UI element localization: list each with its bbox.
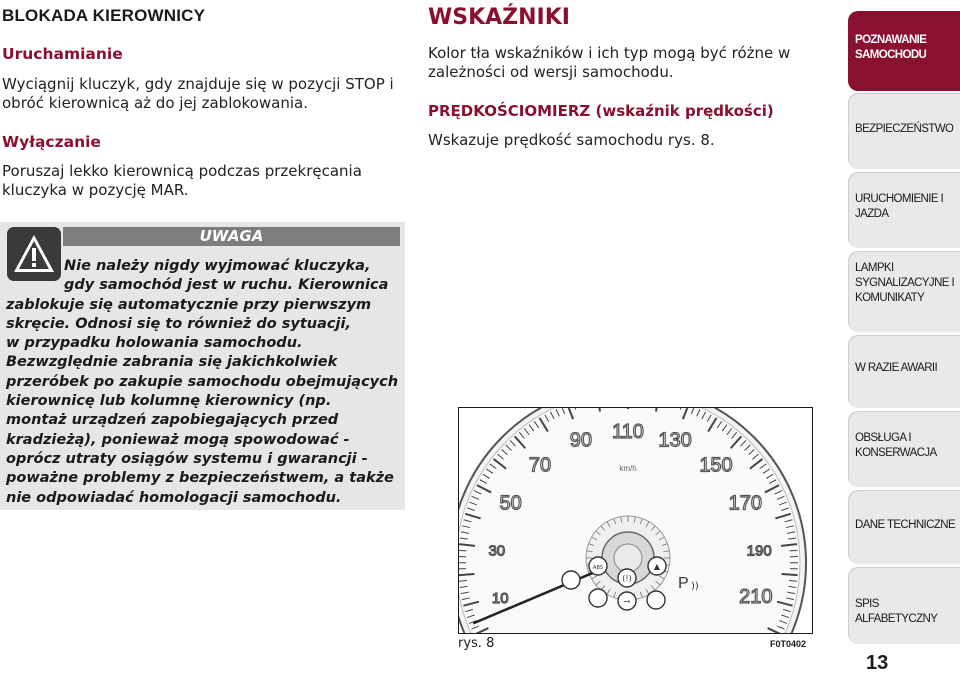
park-assist-letter: P — [678, 575, 689, 592]
tab-label: DANE TECHNICZNE — [855, 519, 956, 531]
speedometer-text: Wskazuje prędkość samochodu rys. 8. — [428, 131, 715, 149]
start-paragraph — [2, 75, 394, 113]
scale-label: 110 — [612, 421, 644, 443]
brake-pad-icon — [562, 571, 580, 589]
needle-hub-inner — [614, 544, 642, 572]
tab-label: URUCHOMIENIE I JAZDA — [855, 193, 944, 220]
off-line-1: Poruszaj lekko kierownicą podczas przekręcania — [2, 162, 362, 180]
tab-label: W RAZIE AWARII — [855, 362, 938, 374]
warning-label-bar: UWAGA — [63, 227, 400, 246]
scale-tick — [459, 574, 474, 575]
immobilizer-key-icon-glyph: ⊸ — [623, 597, 631, 606]
warning-line-12: poważne problemy z bezpieczeństwem, a także — [6, 470, 394, 487]
start-line-2: obróć kierownicą aż do jej zablokowania. — [2, 94, 308, 112]
tab-lampki-sygnalizacyjne[interactable] — [848, 251, 960, 332]
brake-warning-icon-glyph: (!) — [622, 574, 632, 583]
warning-line-11: oprócz utraty osiągów systemu i gwarancji - — [6, 450, 368, 467]
tab-label: OBSŁUGA I KONSERWACJA — [855, 432, 937, 459]
scale-label: 70 — [528, 454, 552, 477]
scale-label: 90 — [569, 429, 593, 452]
speedometer-figure — [458, 407, 813, 634]
unit-label: km/h — [619, 464, 637, 473]
speedometer-gauge — [459, 408, 812, 633]
warning-line-1: Nie należy nigdy wyjmować kluczyka, — [64, 258, 371, 274]
scale-tick — [459, 550, 466, 551]
page-number: 13 — [866, 652, 889, 674]
warning-text — [6, 257, 404, 508]
warning-line-3: zablokuje się automatycznie przy pierwszym — [6, 296, 372, 313]
page-title: WSKAŹNIKI — [428, 5, 570, 30]
intro-line-2: zależności od wersji samochodu. — [428, 63, 674, 81]
section-title: BLOKADA KIEROWNICY — [2, 6, 206, 25]
airbag-icon — [589, 589, 607, 607]
tab-label: LAMPKI SYGNALIZACYJNE I KOMUNIKATY — [855, 262, 955, 304]
door-open-icon — [647, 591, 665, 609]
tab-spis-alfabetyczny[interactable] — [848, 567, 960, 644]
speedometer-heading: PRĘDKOŚCIOMIERZ (wskaźnik prędkości) — [428, 102, 774, 120]
warning-line-7: przeróbek po zakupie samochodu obejmujących — [6, 373, 399, 390]
scale-label: 210 — [739, 586, 773, 609]
warning-line-13: nie odpowiadać homologacji samochodu. — [6, 489, 342, 506]
scale-label: 130 — [658, 429, 692, 452]
warning-line-8: kierownicę lub kolumnę kierownicy (np. — [6, 393, 332, 410]
off-line-2: kluczyka w pozycję MAR. — [2, 181, 189, 199]
start-line-1: Wyciągnij kluczyk, gdy znajduje się w pozycji STOP i — [2, 75, 394, 93]
warning-line-9: montaż urządzeń zapobiegających przed — [6, 412, 339, 429]
warning-box — [0, 222, 405, 510]
scale-label: 30 — [488, 542, 506, 560]
tab-label: BEZPIECZEŃSTWO — [855, 123, 954, 135]
figure-caption: rys. 8 — [458, 636, 495, 651]
hazard-triangle-icon-glyph: ▲ — [653, 562, 661, 571]
tab-obsluga-i-konserwacja[interactable] — [848, 411, 960, 487]
tab-uruchomienie-i-jazda[interactable] — [848, 172, 960, 248]
park-assist-waves: )) — [691, 581, 699, 592]
tab-label: SPIS ALFABETYCZNY — [855, 598, 938, 625]
tab-dane-techniczne[interactable] — [848, 490, 960, 564]
start-heading: Uruchamianie — [2, 45, 123, 63]
scale-label: 10 — [491, 590, 509, 608]
tab-label: POZNAWANIE SAMOCHODU — [855, 34, 927, 61]
warning-line-6: Bezwzględnie zabrania się jakichkolwiek — [6, 354, 338, 371]
warning-line-10: kradzieżą), ponieważ mogą spowodować - — [6, 431, 350, 448]
scale-tick — [782, 574, 798, 575]
warning-line-5: w przypadku holowania samochodu. — [6, 335, 303, 352]
warning-line-2: gdy samochód jest w ruchu. Kierownica — [64, 277, 389, 294]
scale-label: 50 — [499, 492, 522, 515]
tab-bezpieczenstwo[interactable] — [848, 93, 960, 169]
tab-w-razie-awarii[interactable] — [848, 335, 960, 408]
off-heading: Wyłączanie — [2, 133, 101, 151]
warning-line-4: skręcie. Odnosi się to również do sytuacji, — [6, 315, 351, 332]
abs-icon-glyph: ABS — [593, 565, 603, 571]
tab-poznawanie-samochodu[interactable] — [848, 11, 960, 91]
scale-label: 150 — [699, 454, 733, 477]
scale-label: 170 — [728, 492, 763, 515]
intro-line-1: Kolor tła wskaźników i ich typ mogą być różne w — [428, 44, 791, 62]
intro-paragraph — [428, 44, 790, 82]
scale-tick — [790, 550, 798, 551]
scale-label: 190 — [746, 542, 772, 560]
off-paragraph — [2, 162, 362, 200]
figure-code: F0T0402 — [770, 639, 807, 649]
